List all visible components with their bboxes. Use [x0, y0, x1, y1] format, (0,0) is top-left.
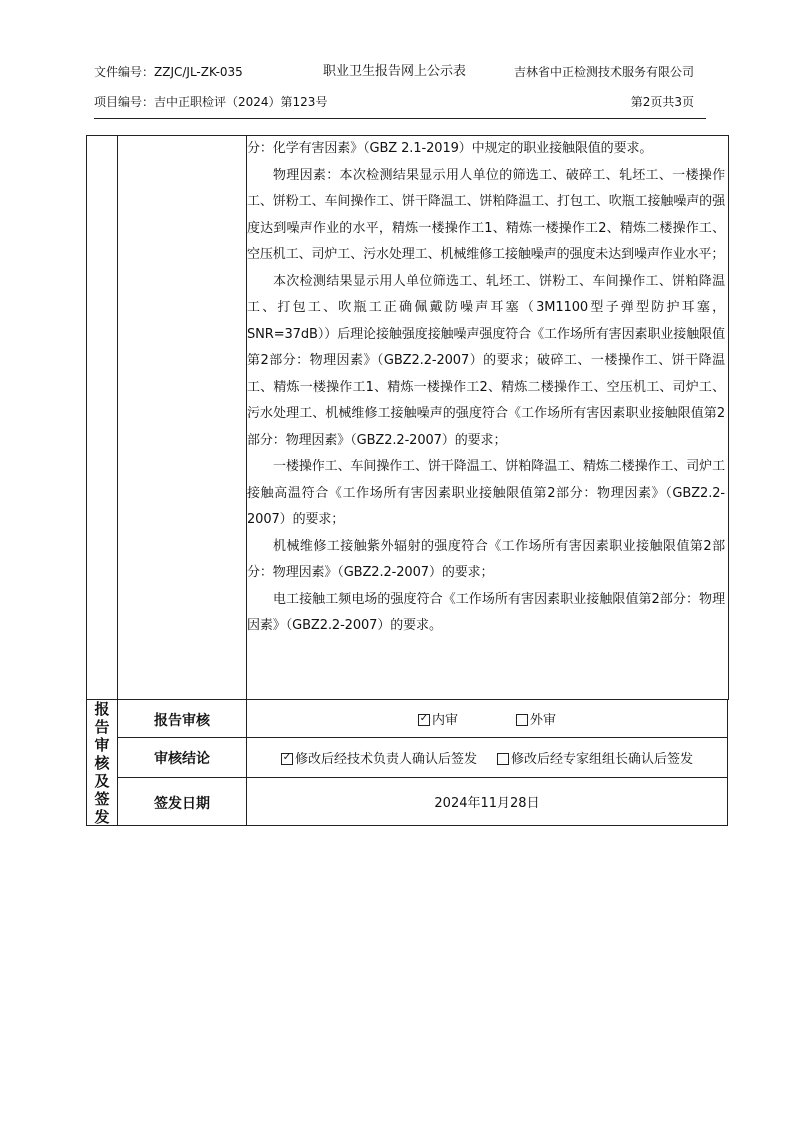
- title-char: 签: [94, 789, 110, 808]
- review-type-options: [247, 700, 727, 737]
- review-type-label: 报告审核: [154, 713, 210, 729]
- header-row-1: [94, 64, 706, 80]
- content-text: [247, 136, 725, 640]
- paragraph: 分：化学有害因素》（GBZ 2.1-2019）中规定的职业接触限值的要求。: [247, 141, 653, 156]
- title-char: 告: [94, 717, 110, 736]
- review-table: [86, 699, 728, 826]
- external-review-option[interactable]: [516, 709, 556, 728]
- column-divider: [117, 136, 118, 700]
- page-info: 第2页共3页: [630, 95, 694, 109]
- title-char: 核: [94, 753, 110, 772]
- paragraph: 电工接触工频电场的强度符合《工作场所有害因素职业接触限值第2部分：物理因素》（GBZ2.2-2007）的要求。: [247, 591, 725, 633]
- paragraph: 一楼操作工、车间操作工、饼干降温工、饼粕降温工、精炼二楼操作工、司炉工接触高温符合《工作场所有害因素职业接触限值第2部分：物理因素》（GBZ2.2-2007）的要求；: [247, 459, 725, 527]
- project-number: 项目编号：吉中正职检评（2024）第123号: [94, 95, 328, 109]
- header-divider: [94, 118, 706, 119]
- empty-box-icon[interactable]: [497, 753, 509, 765]
- option-label: 外审: [530, 713, 557, 728]
- doc-title: 职业卫生报告网上公示表: [323, 64, 467, 79]
- checked-box-icon[interactable]: [418, 714, 430, 726]
- paragraph: 本次检测结果显示用人单位筛选工、轧坯工、饼粉工、车间操作工、饼粕降温工、打包工、吹瓶工正确佩戴防噪声耳塞（3M1100型子弹型防护耳塞，SNR=37dB））后理论接触强度接触噪声强度符合《工作场所有害因素职业接触限值第2部分：物理因素》（GBZ2.2-2007）的要求；破碎工、一楼操作工、饼干降温工、精炼一楼操作工1、精炼一楼操作工2、精炼二楼操作工、空压机工、司炉工、污水处理工、机械维修工接触噪声的强度符合《工作场所有害因素职业接触限值第2部分：物理因素》（GBZ2.2-2007）的要求；: [247, 273, 725, 448]
- tech-lead-signoff-option[interactable]: [281, 748, 477, 767]
- option-label: 内审: [431, 713, 458, 728]
- title-char: 报: [94, 699, 110, 718]
- empty-box-icon[interactable]: [516, 714, 528, 726]
- option-label: 修改后经专家组组长确认后签发: [511, 752, 694, 767]
- option-label: 修改后经技术负责人确认后签发: [294, 752, 477, 767]
- issue-date-label: 签发日期: [154, 796, 210, 812]
- review-section-title: [87, 700, 117, 825]
- expert-lead-signoff-option[interactable]: [497, 748, 693, 767]
- paragraph: 机械维修工接触紫外辐射的强度符合《工作场所有害因素职业接触限值第2部分：物理因素》（GBZ2.2-2007）的要求；: [247, 538, 725, 580]
- internal-review-option[interactable]: [418, 709, 458, 728]
- paragraph: 物理因素：本次检测结果显示用人单位的筛选工、破碎工、轧坯工、一楼操作工、饼粉工、车间操作工、饼干降温工、饼粕降温工、打包工、吹瓶工接触噪声的强度达到噪声作业的水平，精炼一楼操作工1、精炼一楼操作工2、精炼二楼操作工、空压机工、司炉工、污水处理工、机械维修工接触噪声的强度未达到噪声作业水平；: [247, 167, 725, 262]
- title-char: 审: [94, 735, 110, 754]
- title-char: 发: [94, 807, 110, 826]
- review-conclusion-options: [247, 738, 727, 777]
- doc-number: 文件编号：ZZJC/JL-ZK-035: [94, 65, 243, 79]
- header-row-2: [94, 94, 706, 110]
- company-name: 吉林省中正检测技术服务有限公司: [513, 65, 694, 79]
- title-char: 及: [94, 771, 110, 790]
- issue-date-value: 2024年11月28日: [434, 796, 540, 811]
- content-table: [86, 135, 729, 700]
- issue-date-cell: [247, 778, 727, 825]
- review-conclusion-label: 审核结论: [154, 751, 210, 767]
- checked-box-icon[interactable]: [281, 753, 293, 765]
